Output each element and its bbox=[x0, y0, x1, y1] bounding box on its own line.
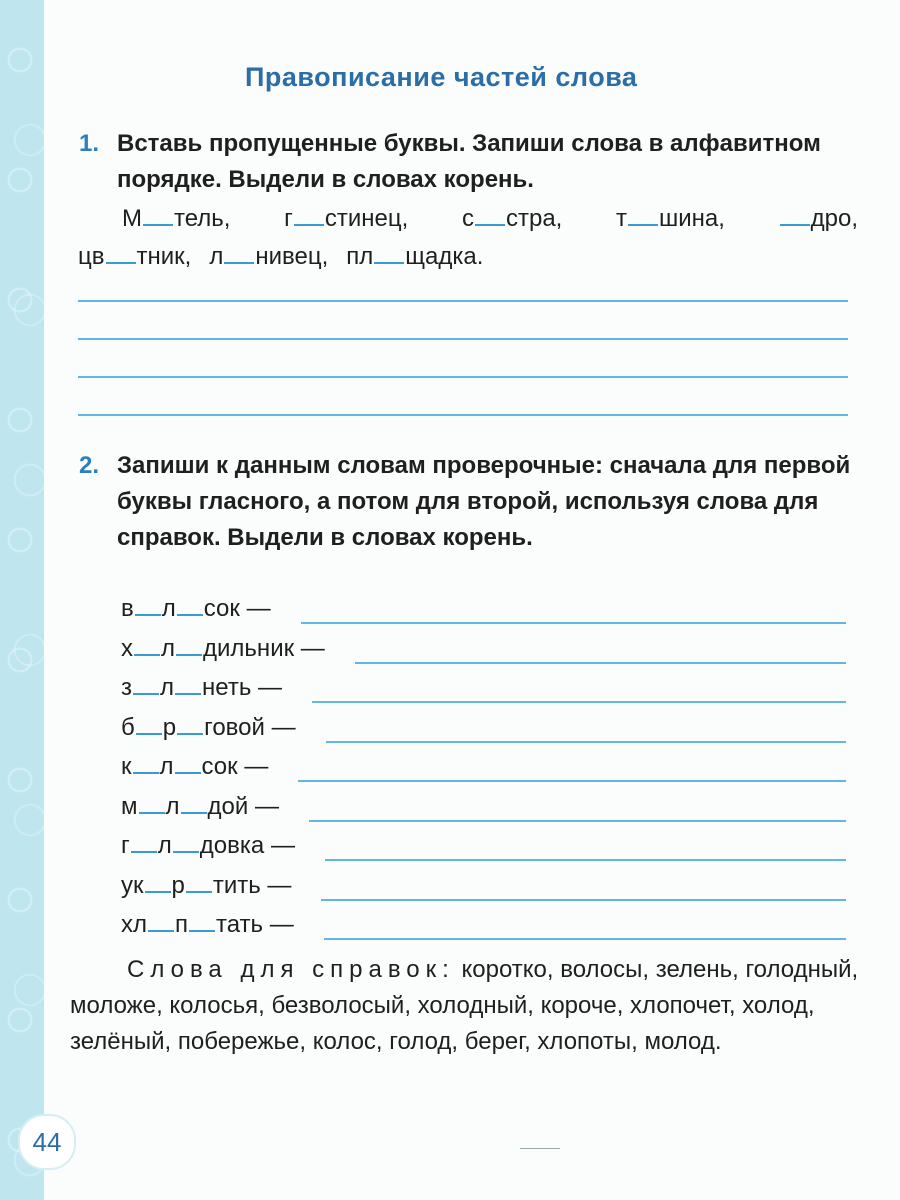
missing-letter-blank[interactable] bbox=[131, 829, 157, 853]
word-part: з bbox=[121, 674, 133, 701]
missing-letter-blank[interactable] bbox=[780, 202, 810, 226]
dash: — bbox=[244, 753, 269, 780]
answer-line[interactable] bbox=[326, 741, 846, 743]
missing-letter-blank[interactable] bbox=[148, 908, 174, 932]
word-part: тель, bbox=[174, 205, 231, 232]
answer-line[interactable] bbox=[321, 899, 846, 901]
missing-letter-blank[interactable] bbox=[135, 592, 161, 616]
word-part: л bbox=[165, 792, 180, 820]
list-item bbox=[121, 790, 279, 821]
word-part: дой bbox=[207, 792, 255, 820]
missing-letter-blank[interactable] bbox=[133, 671, 159, 695]
reference-words bbox=[70, 952, 860, 1060]
list-item bbox=[121, 592, 271, 623]
word-part: л bbox=[157, 832, 172, 859]
word-part: говой bbox=[204, 713, 272, 741]
missing-letter-blank[interactable] bbox=[106, 240, 136, 264]
answer-line[interactable] bbox=[324, 938, 846, 940]
word-part: п bbox=[175, 911, 189, 938]
word-part: с bbox=[461, 205, 474, 232]
word-part: в bbox=[121, 595, 134, 622]
word-part: стинец, bbox=[324, 205, 409, 232]
word-with-blank bbox=[78, 243, 191, 270]
answer-line[interactable] bbox=[78, 338, 848, 340]
page-title: Правописание частей слова bbox=[245, 62, 638, 92]
dash: — bbox=[254, 792, 279, 820]
word-part: г bbox=[121, 832, 130, 859]
word-part: тник, bbox=[136, 243, 192, 270]
task-1-words-line-1 bbox=[78, 200, 858, 238]
dash: — bbox=[270, 832, 295, 859]
decorative-margin bbox=[0, 0, 44, 1200]
task-2-instruction: Запиши к данным словам проверочные: сначала для первой буквы гласного, а потом для второй, используя слова для справок. Выдели в словах корень. bbox=[117, 452, 851, 551]
word-part: л bbox=[160, 674, 175, 701]
dash: — bbox=[258, 674, 282, 701]
missing-letter-blank[interactable] bbox=[186, 869, 212, 893]
answer-line[interactable] bbox=[325, 859, 846, 861]
task-1-number: 1. bbox=[79, 130, 100, 157]
missing-letter-blank[interactable] bbox=[628, 202, 658, 226]
word-part: сок bbox=[203, 595, 247, 622]
word-with-blank bbox=[284, 200, 408, 238]
word-part: к bbox=[121, 753, 132, 780]
missing-letter-blank[interactable] bbox=[177, 711, 203, 735]
word-part: дильник bbox=[203, 634, 301, 662]
answer-line[interactable] bbox=[78, 300, 848, 302]
list-item bbox=[121, 711, 296, 742]
word-part: дро, bbox=[810, 205, 858, 232]
word-with-blank bbox=[616, 200, 725, 238]
word-part: довка bbox=[199, 832, 271, 859]
bleed-through-mark bbox=[520, 1148, 560, 1149]
missing-letter-blank[interactable] bbox=[145, 869, 171, 893]
word-part: м bbox=[121, 792, 138, 820]
word-part: пл bbox=[346, 243, 374, 270]
word-part: л bbox=[159, 753, 174, 780]
missing-letter-blank[interactable] bbox=[173, 829, 199, 853]
word-part: л bbox=[209, 243, 224, 270]
answer-line[interactable] bbox=[355, 662, 846, 664]
missing-letter-blank[interactable] bbox=[175, 750, 201, 774]
task-1-words bbox=[78, 200, 858, 276]
word-part: М bbox=[122, 205, 142, 232]
answer-line[interactable] bbox=[312, 701, 846, 703]
word-part: тать bbox=[216, 911, 270, 938]
missing-letter-blank[interactable] bbox=[175, 671, 201, 695]
word-with-blank bbox=[462, 200, 562, 238]
answer-line[interactable] bbox=[309, 820, 846, 822]
word-with-blank bbox=[346, 243, 483, 270]
list-item bbox=[121, 671, 282, 702]
word-with-blank bbox=[209, 243, 328, 270]
list-item bbox=[121, 829, 295, 860]
list-item bbox=[121, 869, 291, 900]
word-part: стра, bbox=[505, 205, 563, 232]
word-part: х bbox=[121, 634, 133, 662]
word-part: б bbox=[121, 713, 135, 741]
dash: — bbox=[300, 634, 325, 662]
missing-letter-blank[interactable] bbox=[139, 790, 165, 814]
word-part: р bbox=[171, 871, 185, 899]
reference-heading: Слова для справок: bbox=[127, 956, 455, 983]
word-part: шина, bbox=[659, 205, 725, 232]
word-part: хл bbox=[121, 911, 148, 938]
answer-line[interactable] bbox=[78, 414, 848, 416]
missing-letter-blank[interactable] bbox=[294, 202, 324, 226]
answer-line[interactable] bbox=[301, 622, 846, 624]
task-2-number: 2. bbox=[79, 452, 100, 479]
word-part: неть bbox=[202, 674, 258, 701]
word-part: нивец, bbox=[255, 243, 329, 270]
task-1-instruction: Вставь пропущенные буквы. Запиши слова в алфавитном порядке. Выдели в словах корень. bbox=[117, 130, 821, 193]
dash: — bbox=[246, 595, 271, 622]
missing-letter-blank[interactable] bbox=[176, 632, 202, 656]
dash: — bbox=[269, 911, 294, 938]
dash: — bbox=[267, 871, 292, 899]
reference-list: коротко, волосы, зелень, голодный, моложе, колосья, безволосый, холодный, короче, хлопочет, холод, зелёный, побережье, колос, голод, берег, хлопоты, молод. bbox=[70, 956, 859, 1055]
missing-letter-blank[interactable] bbox=[134, 632, 160, 656]
missing-letter-blank[interactable] bbox=[177, 592, 203, 616]
word-part: т bbox=[616, 205, 628, 232]
missing-letter-blank[interactable] bbox=[181, 790, 207, 814]
word-part: г bbox=[284, 205, 293, 232]
missing-letter-blank[interactable] bbox=[189, 908, 215, 932]
word-part: ук bbox=[121, 871, 144, 899]
page-number: 44 bbox=[18, 1114, 76, 1170]
missing-letter-blank[interactable] bbox=[133, 750, 159, 774]
task-2 bbox=[79, 448, 857, 556]
missing-letter-blank[interactable] bbox=[374, 240, 404, 264]
missing-letter-blank[interactable] bbox=[475, 202, 505, 226]
task-1-words-line-2 bbox=[78, 238, 858, 276]
word-with-blank bbox=[78, 200, 230, 238]
list-item bbox=[121, 632, 325, 663]
task-1 bbox=[79, 126, 857, 198]
missing-letter-blank[interactable] bbox=[224, 240, 254, 264]
answer-line[interactable] bbox=[78, 376, 848, 378]
answer-line[interactable] bbox=[298, 780, 846, 782]
missing-letter-blank[interactable] bbox=[143, 202, 173, 226]
word-part: р bbox=[162, 713, 177, 741]
word-part: цв bbox=[78, 243, 105, 270]
word-part: сок bbox=[201, 753, 245, 780]
word-part: л bbox=[161, 595, 176, 622]
word-part: щадка. bbox=[405, 243, 484, 270]
list-item bbox=[121, 908, 294, 939]
dash: — bbox=[271, 713, 296, 741]
missing-letter-blank[interactable] bbox=[136, 711, 162, 735]
word-with-blank bbox=[779, 200, 858, 238]
list-item bbox=[121, 750, 268, 781]
word-part: л bbox=[161, 634, 176, 662]
word-part: тить bbox=[212, 871, 268, 899]
